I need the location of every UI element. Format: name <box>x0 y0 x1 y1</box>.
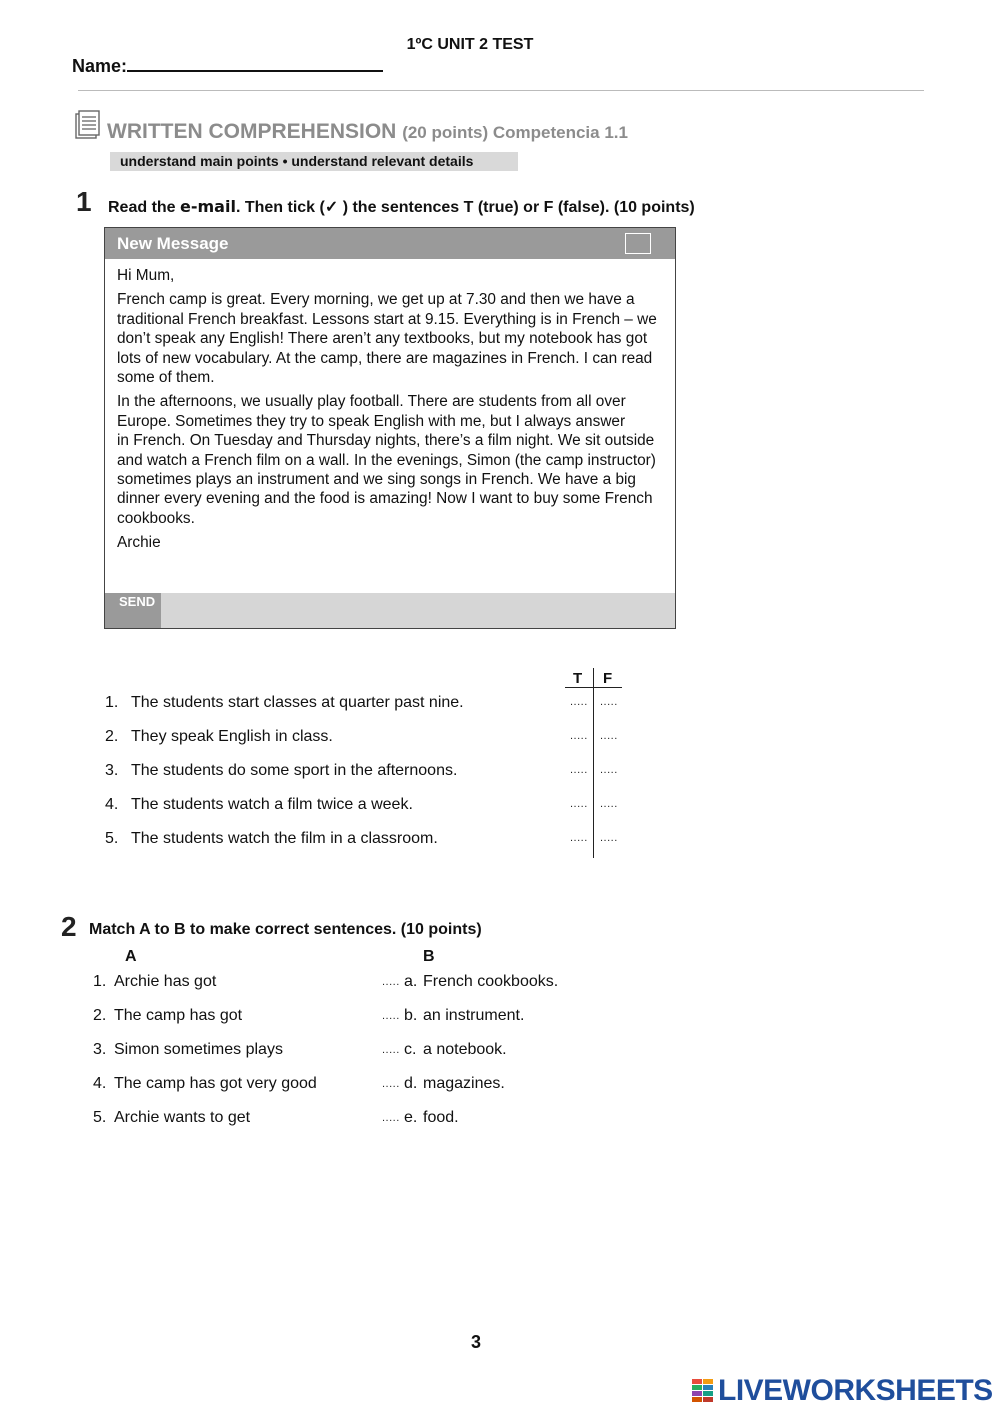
email-signature: Archie <box>117 534 161 552</box>
email-greeting: Hi Mum, <box>117 267 175 284</box>
match-b-letter: d. <box>404 1075 418 1092</box>
email-window <box>104 227 676 629</box>
tf-item-number: 4. <box>105 796 119 813</box>
skills-banner: understand main points • understand relevant details <box>110 152 518 171</box>
column-b-header: B <box>423 948 435 965</box>
match-a-text: The camp has got <box>114 1007 243 1024</box>
section-title-text: WRITTEN COMPREHENSION <box>107 120 397 143</box>
document-icon <box>74 110 100 140</box>
true-answer-blank[interactable]: ..... <box>570 798 588 810</box>
send-button: SEND <box>105 593 161 628</box>
tf-item-number: 2. <box>105 728 119 745</box>
name-blank-line[interactable] <box>127 56 383 72</box>
tf-item-text: They speak English in class. <box>131 728 333 745</box>
liveworksheets-logo-icon <box>692 1379 714 1403</box>
match-a-text: Archie wants to get <box>114 1109 251 1126</box>
section-points: (20 points) Competencia 1.1 <box>402 123 628 142</box>
match-b-text: a notebook. <box>423 1041 507 1058</box>
question-1-instruction <box>108 197 695 217</box>
match-answer-blank[interactable]: ..... <box>382 1112 400 1124</box>
window-box-icon <box>625 233 651 254</box>
tf-item-text: The students watch a film twice a week. <box>131 796 413 813</box>
page-number: 3 <box>470 1332 481 1352</box>
match-answer-blank[interactable]: ..... <box>382 1044 400 1056</box>
q1-instruction-email: e-mail <box>180 197 236 216</box>
true-answer-blank[interactable]: ..... <box>570 832 588 844</box>
match-a-text: Archie has got <box>114 973 217 990</box>
false-column-header: F <box>603 670 613 687</box>
name-field[interactable] <box>72 56 383 77</box>
email-paragraph-1: French camp is great. Every morning, we get up at 7.30 and then we have a traditional French breakfast. Lessons start at 9.15. Everything is in French – we don’t speak any English! There aren’t any textbooks, but my notebook has got lots of new vocabulary. At the camp, there are magazines in French. I can read some of them. <box>117 291 657 387</box>
match-answer-blank[interactable]: ..... <box>382 1078 400 1090</box>
header-divider <box>78 90 924 91</box>
email-body <box>117 266 669 558</box>
true-column-header: T <box>573 670 583 687</box>
name-label: Name: <box>72 56 128 76</box>
tf-item-number: 3. <box>105 762 119 779</box>
match-b-letter: c. <box>404 1041 417 1058</box>
match-a-text: The camp has got very good <box>114 1075 317 1092</box>
match-a-number: 4. <box>93 1075 107 1092</box>
tf-item-text: The students watch the film in a classroom. <box>131 830 438 847</box>
match-b-text: food. <box>423 1109 459 1126</box>
match-a-number: 3. <box>93 1041 107 1058</box>
match-b-letter: b. <box>404 1007 418 1024</box>
tf-item-number: 1. <box>105 694 119 711</box>
q1-instruction-pre: Read the <box>108 199 181 216</box>
match-b-text: an instrument. <box>423 1007 525 1024</box>
match-b-letter: a. <box>404 973 418 990</box>
email-paragraph-2b: in French. On Tuesday and Thursday nights, there’s a film night. We sit outside and watch a French film on a wall. In the evenings, Simon (the camp instructor) sometimes plays an instrument and we sing songs in French. We have a big dinner every evening and the food is amazing! Now I want to buy some French cookbooks. <box>117 432 656 527</box>
q1-instruction-post: . Then tick (✓ ) the sentences T (true) or F (false). (10 points) <box>235 199 695 216</box>
tf-item-number: 5. <box>105 830 119 847</box>
match-a-text: Simon sometimes plays <box>114 1041 283 1058</box>
page-title: 1ºC UNIT 2 TEST <box>406 36 534 53</box>
false-answer-blank[interactable]: ..... <box>600 798 618 810</box>
match-b-text: French cookbooks. <box>423 973 559 990</box>
match-answer-blank[interactable]: ..... <box>382 1010 400 1022</box>
email-header-title: New Message <box>117 234 229 253</box>
match-answer-blank[interactable]: ..... <box>382 976 400 988</box>
question-1-number: 1 <box>76 186 92 217</box>
false-answer-blank[interactable]: ..... <box>600 696 618 708</box>
match-a-number: 1. <box>93 973 107 990</box>
true-answer-blank[interactable]: ..... <box>570 764 588 776</box>
true-answer-blank[interactable]: ..... <box>570 696 588 708</box>
tf-header-underline <box>565 687 622 688</box>
match-a-number: 2. <box>93 1007 107 1024</box>
false-answer-blank[interactable]: ..... <box>600 730 618 742</box>
match-a-number: 5. <box>93 1109 107 1126</box>
tf-column-divider <box>593 668 594 858</box>
false-answer-blank[interactable]: ..... <box>600 764 618 776</box>
section-title <box>107 120 628 144</box>
email-footer <box>105 593 675 628</box>
tf-item-text: The students do some sport in the afternoons. <box>131 762 458 779</box>
match-b-letter: e. <box>404 1109 418 1126</box>
tf-item-text: The students start classes at quarter past nine. <box>131 694 464 711</box>
false-answer-blank[interactable]: ..... <box>600 832 618 844</box>
question-2-number: 2 <box>61 911 77 942</box>
brand-name: LIVEWORKSHEETS <box>718 1374 993 1407</box>
email-header <box>105 228 675 259</box>
email-paragraph-2a: In the afternoons, we usually play football. There are students from all over Europe. Sometimes they try to speak English with me, but I always answer <box>117 393 626 430</box>
question-2-instruction: Match A to B to make correct sentences. (10 points) <box>89 921 482 938</box>
column-a-header: A <box>125 948 137 965</box>
brand-logo <box>692 1374 993 1408</box>
match-b-text: magazines. <box>423 1075 505 1092</box>
true-answer-blank[interactable]: ..... <box>570 730 588 742</box>
